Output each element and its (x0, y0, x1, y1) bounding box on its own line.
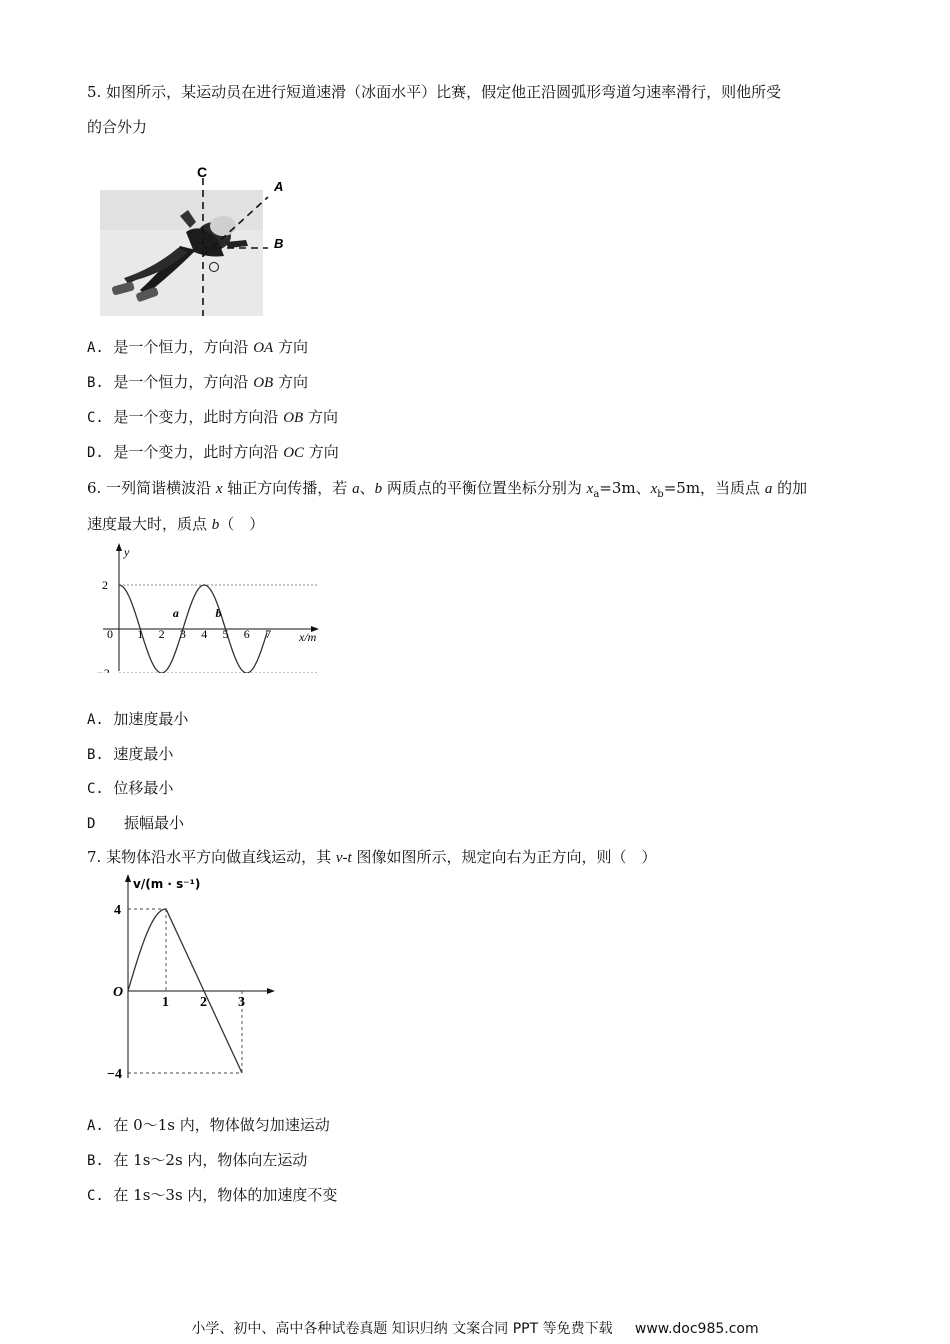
vt-graph-svg (105, 872, 285, 1082)
vt-v-arrow (125, 874, 131, 882)
wave-xtick: 3 (179, 627, 186, 641)
q6-option-d[interactable]: D 振幅最小 (87, 814, 185, 832)
wave-ytick: −2 (97, 666, 110, 673)
vt-xtick: 2 (200, 995, 207, 1010)
q6-option-c[interactable]: C. 位移最小 (87, 779, 174, 797)
q5-option-a[interactable]: A. 是一个恒力，方向沿 OA 方向 (87, 338, 308, 356)
q5-stem-line1: 5. 如图所示，某运动员在进行短道速滑（冰面水平）比赛，假定他正沿圆弧形弯道匀速率滑行，则他所受 (87, 83, 782, 101)
label-a: A (274, 179, 284, 194)
q6-option-b[interactable]: B. 速度最小 (87, 745, 174, 763)
footer-site-link[interactable]: www.doc985.com (634, 1321, 759, 1337)
wave-xtick: 2 (158, 627, 165, 641)
vt-y-label: v/(m · s⁻¹) (133, 877, 201, 891)
q6-stem-line2: 速度最大时，质点 b（ ） (87, 515, 265, 533)
vt-xtick: 3 (238, 995, 245, 1010)
q5-option-d[interactable]: D. 是一个变力，此时方向沿 OC 方向 (87, 443, 339, 461)
q7-option-c[interactable]: C. 在 1s～3s 内，物体的加速度不变 (87, 1186, 338, 1204)
q5-option-b[interactable]: B. 是一个恒力，方向沿 OB 方向 (87, 373, 308, 391)
wave-point-label: b (215, 606, 222, 620)
page-footer (0, 1318, 950, 1338)
q5-skater-figure (96, 160, 296, 320)
wave-ytick: 2 (102, 578, 108, 592)
wave-xtick: 5 (222, 627, 229, 641)
vt-t-arrow (267, 988, 275, 994)
vt-ytick: 4 (114, 903, 121, 918)
q6-stem-line1: 6. 一列简谐横波沿 x 轴正方向传播，若 a、b 两质点的平衡位置坐标分别为 $x_a=3m$、$x_b=5m$，当质点 a 的加 (87, 479, 808, 500)
wave-xtick: 1 (137, 627, 144, 641)
wave-point-label: a (172, 606, 179, 620)
label-b: B (274, 236, 284, 251)
wave-xtick: 6 (243, 627, 250, 641)
q6-wave-graph (95, 543, 330, 673)
wave-y-arrow (116, 543, 122, 551)
photo-wall (100, 190, 263, 230)
wave-graph-svg (95, 543, 330, 673)
wave-y-label: y (124, 545, 130, 559)
wave-xtick: 7 (265, 627, 272, 641)
vt-origin-label: O (113, 985, 124, 1000)
q5-option-c[interactable]: C. 是一个变力，此时方向沿 OB 方向 (87, 408, 338, 426)
q7-vt-graph (105, 872, 285, 1082)
footer-text: 小学、初中、高中各种试卷真题 知识归纳 文案合同 PPT 等免费下载 (191, 1321, 613, 1337)
wave-x-label: x/m (299, 630, 317, 644)
q7-stem: 7. 某物体沿水平方向做直线运动，其 v-t 图像如图所示，规定向右为正方向，则（ ） (87, 848, 657, 866)
q6-option-a[interactable]: A. 加速度最小 (87, 710, 189, 728)
wave-xtick: 0 (107, 627, 113, 641)
q7-option-a[interactable]: A. 在 0～1s 内，物体做匀加速运动 (87, 1116, 330, 1134)
q5-figure-svg (96, 160, 296, 320)
wave-xtick: 4 (201, 627, 208, 641)
q7-option-b[interactable]: B. 在 1s～2s 内，物体向左运动 (87, 1151, 308, 1169)
label-c: C (197, 164, 208, 180)
vt-xtick: 1 (162, 995, 169, 1010)
q5-stem-line2: 的合外力 (87, 118, 148, 136)
vt-ytick: −4 (107, 1067, 122, 1082)
